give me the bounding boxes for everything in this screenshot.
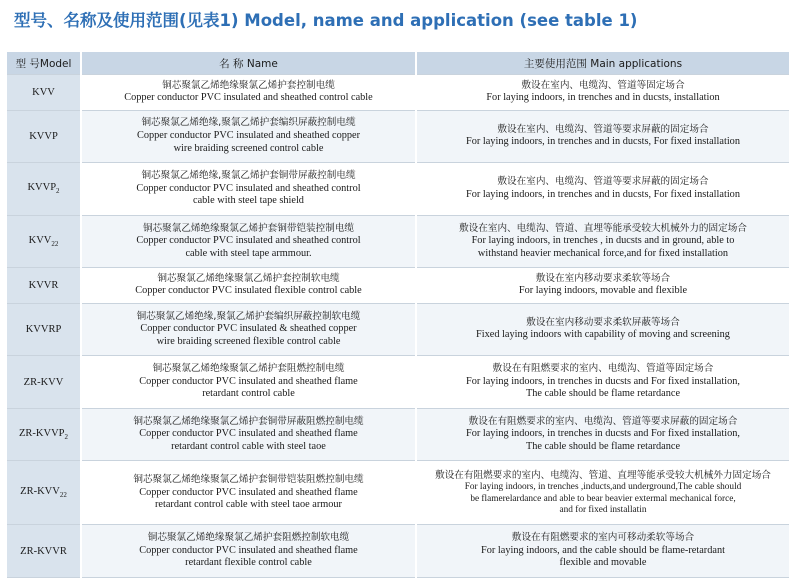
- name-chinese: 铜芯聚氯乙烯绝缘,聚氯乙烯护套编织屏蔽控制电缆: [141, 117, 356, 129]
- application-chinese: 敷设在室内、电缆沟、管道等固定场合: [521, 79, 685, 91]
- model-table: [7, 52, 791, 578]
- table-row: [7, 525, 790, 578]
- application-cell: [416, 75, 790, 111]
- application-cell: [416, 408, 790, 461]
- application-english-line: For laying indoors, in trenches , in ducsts and in ground, able to: [471, 235, 735, 247]
- application-cell: [416, 356, 790, 409]
- name-chinese: 铜芯聚氯乙烯绝缘聚氯乙烯护套阻燃控制软电缆: [147, 532, 350, 544]
- model-cell: [7, 110, 81, 163]
- table-row: [7, 215, 790, 268]
- application-cell: [416, 268, 790, 304]
- model-code: ZR-KVV: [23, 376, 64, 388]
- name-chinese: 铜芯聚氯乙烯绝缘聚氯乙烯护套阻燃控制电缆: [152, 363, 345, 375]
- application-chinese: 敷设在室内移动要求柔软屏蔽等场合: [526, 316, 680, 328]
- application-cell: [416, 110, 790, 163]
- name-cell: [81, 525, 416, 578]
- application-cell: [416, 163, 790, 216]
- name-english-line: cable with steel tape shield: [193, 195, 304, 207]
- application-chinese: 敷设在有阻燃要求的室内可移动柔软等场合: [511, 532, 695, 544]
- name-english-line: Copper conductor PVC insulated & sheathed copper: [140, 323, 357, 335]
- model-code: KVVP: [29, 130, 58, 142]
- application-english-line: For laying indoors, in trenches in ducsts and For fixed installation,: [466, 428, 740, 440]
- name-english-line: Copper conductor PVC insulated and sheathed control: [136, 235, 361, 247]
- table-body: [7, 75, 790, 578]
- name-cell: [81, 215, 416, 268]
- name-cell: [81, 461, 416, 525]
- header-applications: 主要使用范围 Main applications: [416, 52, 790, 75]
- table-row: [7, 110, 790, 163]
- name-cell: [81, 110, 416, 163]
- name-english-line: retardant control cable with steel taoe: [171, 440, 326, 452]
- name-cell: [81, 268, 416, 304]
- name-chinese: 铜芯聚氯乙烯绝缘,聚氯乙烯护套铜带屏蔽控制电缆: [141, 169, 356, 181]
- name-english-line: Copper conductor PVC insulated and sheathed control cable: [124, 92, 373, 104]
- table-row: [7, 163, 790, 216]
- model-code: ZR-KVVP: [18, 428, 65, 440]
- application-chinese: 敷设在有阻燃要求的室内、电缆沟、管道等固定场合: [492, 363, 714, 375]
- application-cell: [416, 215, 790, 268]
- application-english-line: withstand heavier mechanical force,and for fixed installation: [477, 247, 729, 259]
- application-english-line: For laying indoors, in trenches and in ducsts, installation: [486, 92, 720, 104]
- model-code: KVVP: [27, 182, 57, 194]
- model-subscript: 2: [64, 433, 68, 442]
- model-code: KVVRP: [25, 323, 62, 335]
- name-english-line: Copper conductor PVC insulated and sheathed flame: [139, 486, 358, 498]
- model-cell: [7, 163, 81, 216]
- model-code: KVVR: [28, 279, 59, 291]
- application-english-line: and for fixed installatin: [559, 504, 647, 515]
- application-english-line: For laying indoors, in trenches and in ducsts, For fixed installation: [466, 188, 740, 200]
- model-cell: [7, 461, 81, 525]
- model-cell: [7, 356, 81, 409]
- model-code: KVV: [32, 86, 55, 98]
- header-name: 名 称 Name: [81, 52, 416, 75]
- model-subscript: 22: [59, 491, 67, 500]
- application-cell: [416, 525, 790, 578]
- application-english-line: For laying indoors, in trenches in ducsts and For fixed installation,: [466, 375, 740, 387]
- model-cell: [7, 75, 81, 111]
- name-chinese: 铜芯聚氯乙烯绝缘聚氯乙烯护套铜带铠装控制电缆: [142, 222, 355, 234]
- model-subscript: 22: [51, 239, 59, 248]
- name-english-line: wire braiding screened control cable: [173, 142, 324, 154]
- table-row: [7, 268, 790, 304]
- application-english-line: be flamerelardance and able to bear beavier extermal mechanical force,: [470, 493, 736, 504]
- application-cell: [416, 303, 790, 356]
- name-english-line: retardant control cable: [202, 388, 295, 400]
- model-cell: [7, 408, 81, 461]
- application-english-line: The cable should be flame retardance: [525, 440, 681, 452]
- model-cell: [7, 525, 81, 578]
- page-title: 型号、名称及使用范围(见表1) Model, name and application (see table 1): [14, 11, 638, 30]
- name-cell: [81, 303, 416, 356]
- header-model: 型 号Model: [7, 52, 81, 75]
- application-chinese: 敷设在有阻燃要求的室内、电缆沟、管道等要求屏蔽的固定场合: [468, 415, 738, 427]
- model-cell: [7, 268, 81, 304]
- application-english-line: For laying indoors, in trenches ,inducts,and underground,The cable should: [464, 482, 742, 493]
- application-english-line: flexible and movable: [559, 557, 647, 569]
- name-english-line: Copper conductor PVC insulated flexible control cable: [135, 285, 362, 297]
- model-code: ZR-KVV: [20, 486, 60, 498]
- name-chinese: 铜芯聚氯乙烯绝缘聚氯乙烯护套控制电缆: [162, 79, 335, 91]
- application-english-line: For laying indoors, and the cable should be flame-retardant: [481, 544, 725, 556]
- application-chinese: 敷设在室内移动要求柔软等场合: [535, 272, 671, 284]
- model-subscript: 2: [56, 187, 60, 196]
- table-header-row: [7, 52, 790, 75]
- name-english-line: cable with steel tape armmour.: [185, 247, 312, 259]
- name-chinese: 铜芯聚氯乙烯绝缘聚氯乙烯护套铜带铠装阻燃控制电缆: [133, 473, 364, 485]
- table-row: [7, 75, 790, 111]
- table-row: [7, 303, 790, 356]
- name-chinese: 铜芯聚氯乙烯绝缘聚氯乙烯护套铜带屏蔽阻燃控制电缆: [133, 415, 364, 427]
- name-english-line: Copper conductor PVC insulated and sheathed flame: [139, 428, 358, 440]
- name-cell: [81, 75, 416, 111]
- model-cell: [7, 303, 81, 356]
- table-row: [7, 356, 790, 409]
- table-row: [7, 461, 790, 525]
- name-english-line: Copper conductor PVC insulated and sheathed copper: [136, 129, 361, 141]
- name-english-line: Copper conductor PVC insulated and sheathed control: [136, 182, 361, 194]
- name-english-line: retardant flexible control cable: [185, 557, 312, 569]
- table-row: [7, 408, 790, 461]
- name-cell: [81, 356, 416, 409]
- name-chinese: 铜芯聚氯乙烯绝缘,聚氯乙烯护套编织屏蔽控制软电缆: [136, 310, 361, 322]
- application-english-line: For laying indoors, in trenches and in ducsts, For fixed installation: [466, 136, 740, 148]
- application-chinese: 敷设在室内、电缆沟、管道等要求屏蔽的固定场合: [497, 176, 709, 188]
- application-english-line: For laying indoors, movable and flexible: [518, 285, 688, 297]
- model-cell: [7, 215, 81, 268]
- name-chinese: 铜芯聚氯乙烯绝缘聚氯乙烯护套控制软电缆: [157, 272, 340, 284]
- application-english-line: Fixed laying indoors with capability of moving and screening: [476, 329, 730, 341]
- application-cell: [416, 461, 790, 525]
- application-chinese: 敷设在室内、电缆沟、管道等要求屏蔽的固定场合: [497, 123, 709, 135]
- application-chinese: 敷设在有阻燃要求的室内、电缆沟、管道、直埋等能承受较大机械外力固定场合: [435, 469, 771, 481]
- name-english-line: retardant control cable with steel taoe armour: [155, 499, 342, 511]
- name-cell: [81, 408, 416, 461]
- name-english-line: Copper conductor PVC insulated and sheathed flame: [139, 375, 358, 387]
- model-code: ZR-KVVR: [20, 545, 67, 557]
- name-cell: [81, 163, 416, 216]
- name-english-line: Copper conductor PVC insulated and sheathed flame: [139, 544, 358, 556]
- model-code: KVV: [28, 234, 52, 246]
- application-english-line: The cable should be flame retardance: [525, 388, 681, 400]
- name-english-line: wire braiding screened flexible control cable: [156, 335, 341, 347]
- application-chinese: 敷设在室内、电缆沟、管道、直埋等能承受较大机械外力的固定场合: [459, 222, 747, 234]
